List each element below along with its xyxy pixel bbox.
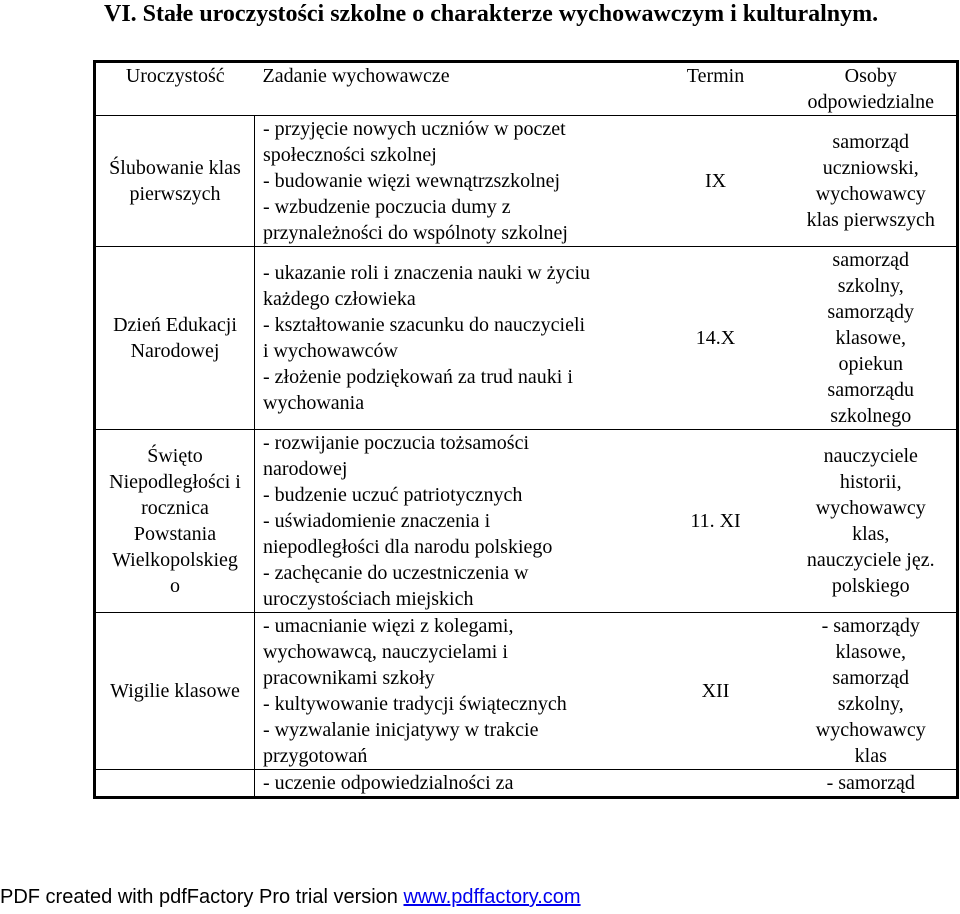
table-header-row — [95, 62, 958, 116]
table-row — [95, 247, 958, 430]
responsible-persons-line: - samorządy — [821, 615, 920, 637]
responsible-persons-line: klas pierwszych — [806, 209, 935, 231]
responsible-persons-line: polskiego — [831, 575, 910, 597]
ceremony-name-line: Niepodległości i — [109, 471, 241, 493]
task-list-line: niepodległości dla narodu polskiego — [263, 536, 553, 558]
task-list-line: - rozwijanie poczucia tożsamości — [263, 432, 529, 454]
ceremony-name-line: Święto — [147, 445, 203, 467]
responsible-persons-line: szkolny, — [837, 275, 904, 297]
responsible-persons-line: klas, — [852, 523, 890, 545]
task-list-line: pracownikami szkoły — [263, 667, 435, 689]
ceremony-name-line: Dzień Edukacji — [113, 314, 237, 336]
ceremony-name — [95, 116, 255, 247]
ceremony-name — [95, 770, 255, 798]
responsible-persons-line: szkolny, — [837, 693, 904, 715]
task-list-line: - zachęcanie do uczestniczenia w — [263, 562, 529, 584]
responsible-persons-line: wychowawcy — [815, 497, 926, 519]
term: IX — [646, 116, 786, 247]
responsible-persons — [786, 613, 958, 770]
header-task: Zadanie wychowawcze — [262, 65, 450, 87]
responsible-persons-line: samorząd — [832, 131, 910, 153]
task-list — [255, 430, 646, 613]
header-persons-line2: odpowiedzialne — [807, 91, 935, 113]
responsible-persons-line: nauczyciele jęz. — [806, 549, 935, 571]
task-list-line: - uczenie odpowiedzialności za — [263, 772, 514, 794]
term: 14.X — [695, 327, 736, 349]
task-list-line: - budowanie więzi wewnątrzszkolnej — [263, 170, 561, 192]
task-list-line: społeczności szkolnej — [263, 144, 437, 166]
task-list-line: - ukazanie roli i znaczenia nauki w życiu — [263, 262, 591, 284]
responsible-persons-line: szkolnego — [830, 405, 912, 427]
ceremony-name — [95, 247, 255, 430]
table-row — [95, 613, 958, 770]
task-list — [255, 247, 646, 430]
task-list-line: przynależności do wspólnoty szkolnej — [263, 222, 568, 244]
responsible-persons-line: samorząd — [832, 667, 910, 689]
table-row — [95, 116, 958, 247]
ceremony-name-line: Powstania — [133, 523, 217, 545]
table-row — [95, 770, 958, 798]
ceremony-name-line: Wigilie klasowe — [110, 680, 240, 702]
task-list-line: wychowania — [263, 392, 365, 414]
task-list-line: - umacnianie więzi z kolegami, — [263, 615, 514, 637]
ceremony-name — [95, 613, 255, 770]
responsible-persons — [786, 770, 958, 798]
ceremony-name-line: pierwszych — [129, 183, 221, 205]
responsible-persons-line: wychowawcy — [815, 719, 926, 741]
responsible-persons-line: samorządy — [827, 301, 915, 323]
task-list-line: - kultywowanie tradycji świątecznych — [263, 693, 567, 715]
task-list-line: narodowej — [263, 458, 348, 480]
task-list-line: - budzenie uczuć patriotycznych — [263, 484, 523, 506]
responsible-persons-line: historii, — [839, 471, 902, 493]
footer-text: PDF created with pdfFactory Pro trial version — [0, 886, 404, 908]
task-list-line: przygotowań — [263, 745, 368, 767]
ceremony-name-line: rocznica — [141, 497, 209, 519]
section-heading: VI. Stałe uroczystości szkolne o charakterze wychowawczym i kulturalnym. — [104, 1, 879, 27]
header-persons-line1: Osoby — [844, 65, 897, 87]
task-list — [255, 613, 646, 770]
header-persons — [786, 62, 958, 116]
ceremony-name-line: Narodowej — [130, 340, 220, 362]
pdf-footer — [0, 884, 581, 910]
responsible-persons-line: klasowe, — [835, 641, 907, 663]
responsible-persons-line: samorząd — [832, 249, 910, 271]
task-list-line: - uświadomienie znaczenia i — [263, 510, 491, 532]
task-list-line: - przyjęcie nowych uczniów w poczet — [263, 118, 566, 140]
task-list-line: i wychowawców — [263, 340, 398, 362]
table-row — [95, 430, 958, 613]
responsible-persons — [786, 116, 958, 247]
task-list-line: wychowawcą, nauczycielami i — [263, 641, 508, 663]
responsible-persons — [786, 247, 958, 430]
term: XII — [701, 680, 730, 702]
footer-link[interactable]: www.pdffactory.com — [403, 886, 581, 908]
task-list-line: uroczystościach miejskich — [263, 588, 474, 610]
task-list — [255, 116, 646, 247]
ceremony-name-line: o — [170, 575, 180, 597]
responsible-persons — [786, 430, 958, 613]
task-list-line: - złożenie podziękowań za trud nauki i — [263, 366, 573, 388]
responsible-persons-line: nauczyciele — [823, 445, 918, 467]
header-term: Termin — [686, 65, 745, 87]
ceremony-name-line: Wielkopolskieg — [112, 549, 238, 571]
term — [646, 770, 786, 798]
ceremony-name — [95, 430, 255, 613]
responsible-persons-line: samorządu — [827, 379, 915, 401]
responsible-persons-line: klasowe, — [835, 327, 907, 349]
term: 11. XI — [646, 430, 786, 613]
task-list — [255, 770, 646, 798]
ceremony-name-line: Ślubowanie klas — [109, 157, 241, 179]
responsible-persons-line: klas — [854, 745, 887, 767]
task-list-line: - wzbudzenie poczucia dumy z — [263, 196, 511, 218]
responsible-persons-line: opiekun — [838, 353, 903, 375]
header-ceremony: Uroczystość — [125, 65, 225, 87]
task-list-line: każdego człowieka — [263, 288, 416, 310]
task-list-line: - wyzwalanie inicjatywy w trakcie — [263, 719, 539, 741]
ceremonies-table — [93, 60, 959, 799]
responsible-persons-line: - samorząd — [826, 772, 915, 794]
task-list-line: - kształtowanie szacunku do nauczycieli — [263, 314, 586, 336]
responsible-persons-line: wychowawcy — [815, 183, 926, 205]
responsible-persons-line: uczniowski, — [822, 157, 919, 179]
